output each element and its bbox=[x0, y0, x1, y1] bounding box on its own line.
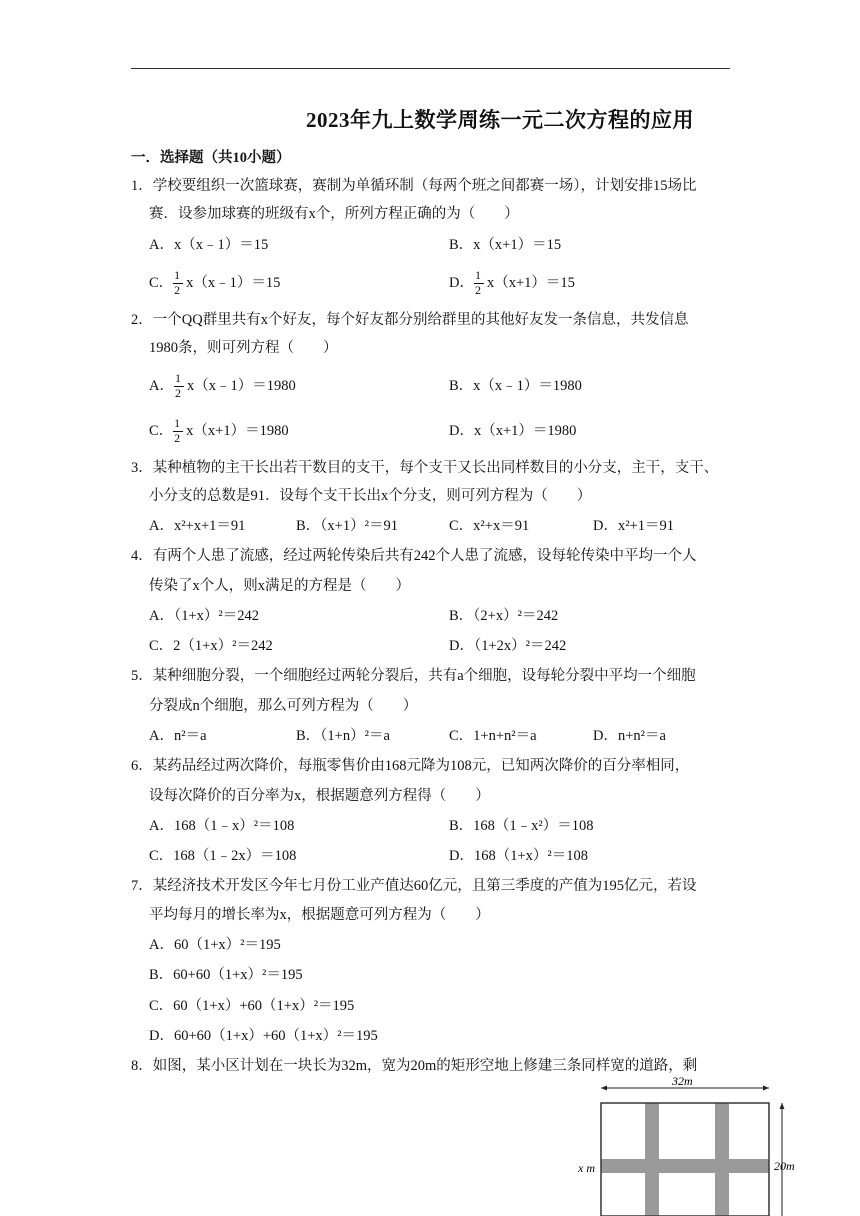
option-letter: C． bbox=[149, 423, 174, 439]
q4-option-a: A．（1+x）²＝242 bbox=[149, 608, 259, 624]
q2-option-b: B．x（x﹣1）＝1980 bbox=[449, 378, 582, 394]
q5-option-b: B．（1+n）²＝a bbox=[296, 728, 390, 744]
width-label: 32m bbox=[672, 1076, 693, 1088]
q3-option-b: B．（x+1）²＝91 bbox=[296, 518, 398, 534]
fraction-half: $\frac{1}{2}$ bbox=[173, 422, 185, 442]
option-expr: x（x+1）＝15 bbox=[486, 275, 575, 291]
q6-stem-line1: 6．某药品经过两次降价，每瓶零售价由168元降为108元，已知两次降价的百分率相同， bbox=[131, 758, 690, 774]
header-rule bbox=[131, 68, 730, 69]
road-diagram bbox=[570, 1076, 810, 1216]
q4-option-b: B．（2+x）²＝242 bbox=[449, 608, 559, 624]
q2-stem-line1: 2．一个QQ群里共有x个好友，每个好友都分别给群里的其他好友发一条信息，共发信息 bbox=[131, 312, 689, 328]
q6-option-d: D．168（1+x）²＝108 bbox=[449, 848, 588, 864]
road-width-label: x m bbox=[578, 1161, 595, 1175]
q2-stem-line2: 1980条，则可列方程（ ） bbox=[149, 340, 338, 356]
q4-option-d: D．（1+2x）²＝242 bbox=[449, 638, 567, 654]
option-letter: A． bbox=[149, 378, 174, 394]
fraction-half: $\frac{1}{2}$ bbox=[173, 274, 185, 294]
q7-option-b: B．60+60（1+x）²＝195 bbox=[149, 967, 303, 983]
q3-stem-line1: 3．某种植物的主干长出若干数目的支干，每个支干又长出同样数目的小分支，主干，支干、 bbox=[131, 460, 719, 476]
option-expr: x（x+1）＝1980 bbox=[186, 423, 289, 439]
arrow-right-icon bbox=[763, 1086, 769, 1091]
q6-option-b: B．168（1﹣x²）＝108 bbox=[449, 818, 594, 834]
q2-option-d: D．x（x+1）＝1980 bbox=[449, 423, 577, 439]
horizontal-road bbox=[601, 1159, 769, 1173]
q2-option-a bbox=[149, 370, 296, 400]
q8-stem-line1: 8．如图，某小区计划在一块长为32m，宽为20m的矩形空地上修建三条同样宽的道路，剩 bbox=[131, 1058, 698, 1074]
q6-stem-line2: 设每次降价的百分率为x，根据题意列方程得（ ） bbox=[149, 788, 490, 804]
q5-stem-line1: 5．某种细胞分裂，一个细胞经过两轮分裂后，共有a个细胞，设每轮分裂中平均一个细胞 bbox=[131, 668, 696, 684]
arrow-left-icon bbox=[601, 1086, 607, 1091]
q7-option-c: C．60（1+x）+60（1+x）²＝195 bbox=[149, 998, 355, 1014]
q7-stem-line2: 平均每月的增长率为x，根据题意可列方程为（ ） bbox=[149, 907, 490, 923]
q3-option-d: D．x²+1＝91 bbox=[593, 518, 674, 534]
q7-option-a: A．60（1+x）²＝195 bbox=[149, 937, 281, 953]
q1-stem-line2: 赛．设参加球赛的班级有x个，所列方程正确的为（ ） bbox=[149, 206, 519, 222]
q1-stem-line1: 1．学校要组织一次篮球赛，赛制为单循环制（每两个班之间都赛一场），计划安排15场比 bbox=[131, 178, 697, 194]
q1-option-a: A．x（x﹣1）＝15 bbox=[149, 237, 269, 253]
q5-option-c: C．1+n+n²＝a bbox=[449, 728, 537, 744]
q1-option-d bbox=[449, 267, 575, 297]
q6-option-c: C．168（1﹣2x）＝108 bbox=[149, 848, 297, 864]
fraction-half: $\frac{1}{2}$ bbox=[174, 377, 186, 397]
option-letter: C． bbox=[149, 275, 174, 291]
q1-option-b: B．x（x+1）＝15 bbox=[449, 237, 562, 253]
q7-stem-line1: 7．某经济技术开发区今年七月份工业产值达60亿元，且第三季度的产值为195亿元，若设 bbox=[131, 878, 697, 894]
q2-option-c bbox=[149, 415, 289, 445]
q7-option-d: D．60+60（1+x）+60（1+x）²＝195 bbox=[149, 1028, 378, 1044]
q6-option-a: A．168（1﹣x）²＝108 bbox=[149, 818, 295, 834]
option-expr: x（x﹣1）＝15 bbox=[186, 275, 281, 291]
fraction-half: $\frac{1}{2}$ bbox=[474, 274, 486, 294]
q1-option-c bbox=[149, 267, 281, 297]
page-title: 2023年九上数学周练一元二次方程的应用 bbox=[306, 108, 694, 132]
option-expr: x（x﹣1）＝1980 bbox=[186, 378, 296, 394]
q5-stem-line2: 分裂成n个细胞，那么可列方程为（ ） bbox=[149, 698, 418, 714]
q3-option-a: A．x²+x+1＝91 bbox=[149, 518, 246, 534]
option-letter: D． bbox=[449, 275, 474, 291]
q5-option-d: D．n+n²＝a bbox=[593, 728, 666, 744]
height-label: 20m bbox=[774, 1159, 795, 1173]
q3-stem-line2: 小分支的总数是91．设每个支干长出x个分支，则可列方程为（ ） bbox=[149, 488, 592, 504]
q3-option-c: C．x²+x＝91 bbox=[449, 518, 530, 534]
q5-option-a: A．n²＝a bbox=[149, 728, 207, 744]
section-heading: 一．选择题（共10小题） bbox=[131, 150, 291, 166]
q4-stem-line2: 传染了x个人，则x满足的方程是（ ） bbox=[149, 578, 410, 594]
q4-option-c: C．2（1+x）²＝242 bbox=[149, 638, 273, 654]
arrow-up-icon bbox=[780, 1103, 785, 1109]
q4-stem-line1: 4．有两个人患了流感，经过两轮传染后共有242个人患了流感，设每轮传染中平均一个人 bbox=[131, 548, 697, 564]
